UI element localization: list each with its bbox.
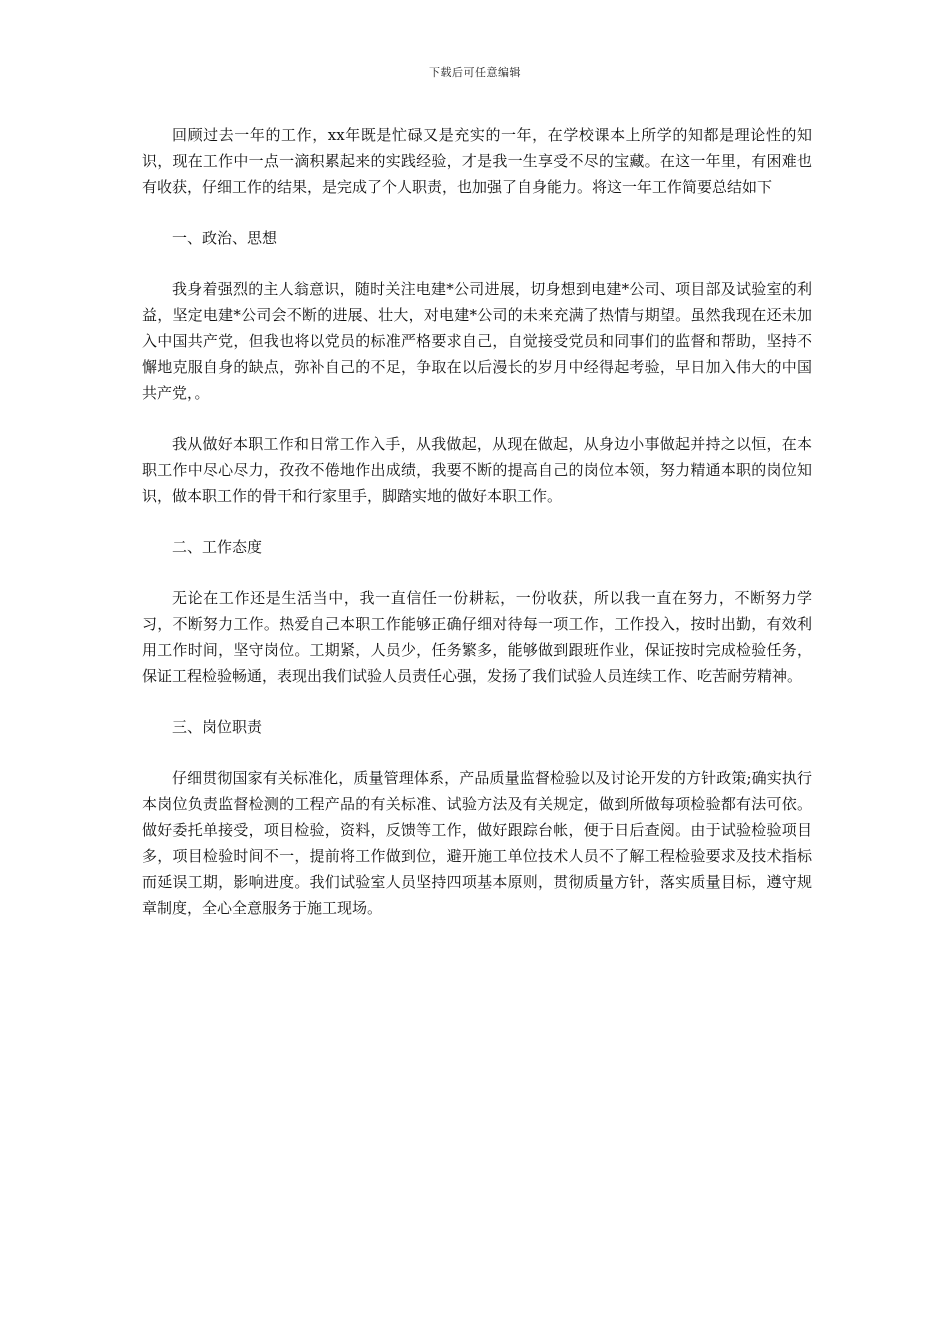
- attitude-paragraph: 无论在工作还是生活当中，我一直信任一份耕耘，一份收获，所以我一直在努力，不断努力学习，不断努力工作。热爱自己本职工作能够正确仔细对待每一项工作，工作投入，按时出勤，有效利用工作时间，坚守岗位。工期紧，人员少，任务繁多，能够做到跟班作业，保证按时完成检验任务，保证工程检验畅通，表现出我们试验人员责任心强，发扬了我们试验人员连续工作、吃苦耐劳精神。: [142, 589, 812, 685]
- section-heading-politics: 一、政治、思想: [172, 229, 278, 247]
- duties-paragraph: 仔细贯彻国家有关标准化，质量管理体系，产品质量监督检验以及讨论开发的方针政策;确实执行本岗位负责监督检测的工程产品的有关标准、试验方法及有关规定，做到所做每项检验都有法可依。做好委托单接受，项目检验，资料，反馈等工作，做好跟踪台帐，便于日后查阅。由于试验检验项目多，项目检验时间不一，提前将工作做到位，避开施工单位技术人员不了解工程检验要求及技术指标而延误工期，影响进度。我们试验室人员坚持四项基本原则，贯彻质量方针，落实质量目标，遵守规章制度，全心全意服务于施工现场。: [142, 769, 812, 917]
- spacer: [142, 560, 812, 585]
- spacer: [142, 509, 812, 534]
- spacer: [142, 740, 812, 765]
- politics-paragraph-2: 我从做好本职工作和日常工作入手，从我做起，从现在做起，从身边小事做起并持之以恒，在本职工作中尽心尽力，孜孜不倦地作出成绩，我要不断的提高自己的岗位本领，努力精通本职的岗位知识，做本职工作的骨干和行家里手，脚踏实地的做好本职工作。: [142, 435, 812, 505]
- spacer: [142, 200, 812, 225]
- section-heading-duties: 三、岗位职责: [172, 718, 263, 736]
- politics-paragraph-1: 我身着强烈的主人翁意识，随时关注电建*公司进展，切身想到电建*公司、项目部及试验室的利益，坚定电建*公司会不断的进展、壮大，对电建*公司的未来充满了热情与期望。虽然我现在还未加入中国共产党，但我也将以党员的标准严格要求自己，自觉接受党员和同事们的监督和帮助，坚持不懈地克服自身的缺点，弥补自己的不足，争取在以后漫长的岁月中经得起考验，早日加入伟大的中国共产党，。: [142, 280, 812, 402]
- spacer: [142, 251, 812, 276]
- page-header: 下载后可任意编辑: [429, 66, 521, 79]
- document-body: [142, 122, 812, 921]
- section-heading-attitude: 二、工作态度: [172, 538, 263, 556]
- spacer: [142, 689, 812, 714]
- spacer: [142, 406, 812, 431]
- intro-paragraph: 回顾过去一年的工作，xx年既是忙碌又是充实的一年，在学校课本上所学的知都是理论性的知识，现在工作中一点一滴积累起来的实践经验，才是我一生享受不尽的宝藏。在这一年里，有困难也有收获，仔细工作的结果，是完成了个人职责，也加强了自身能力。将这一年工作简要总结如下: [142, 126, 812, 196]
